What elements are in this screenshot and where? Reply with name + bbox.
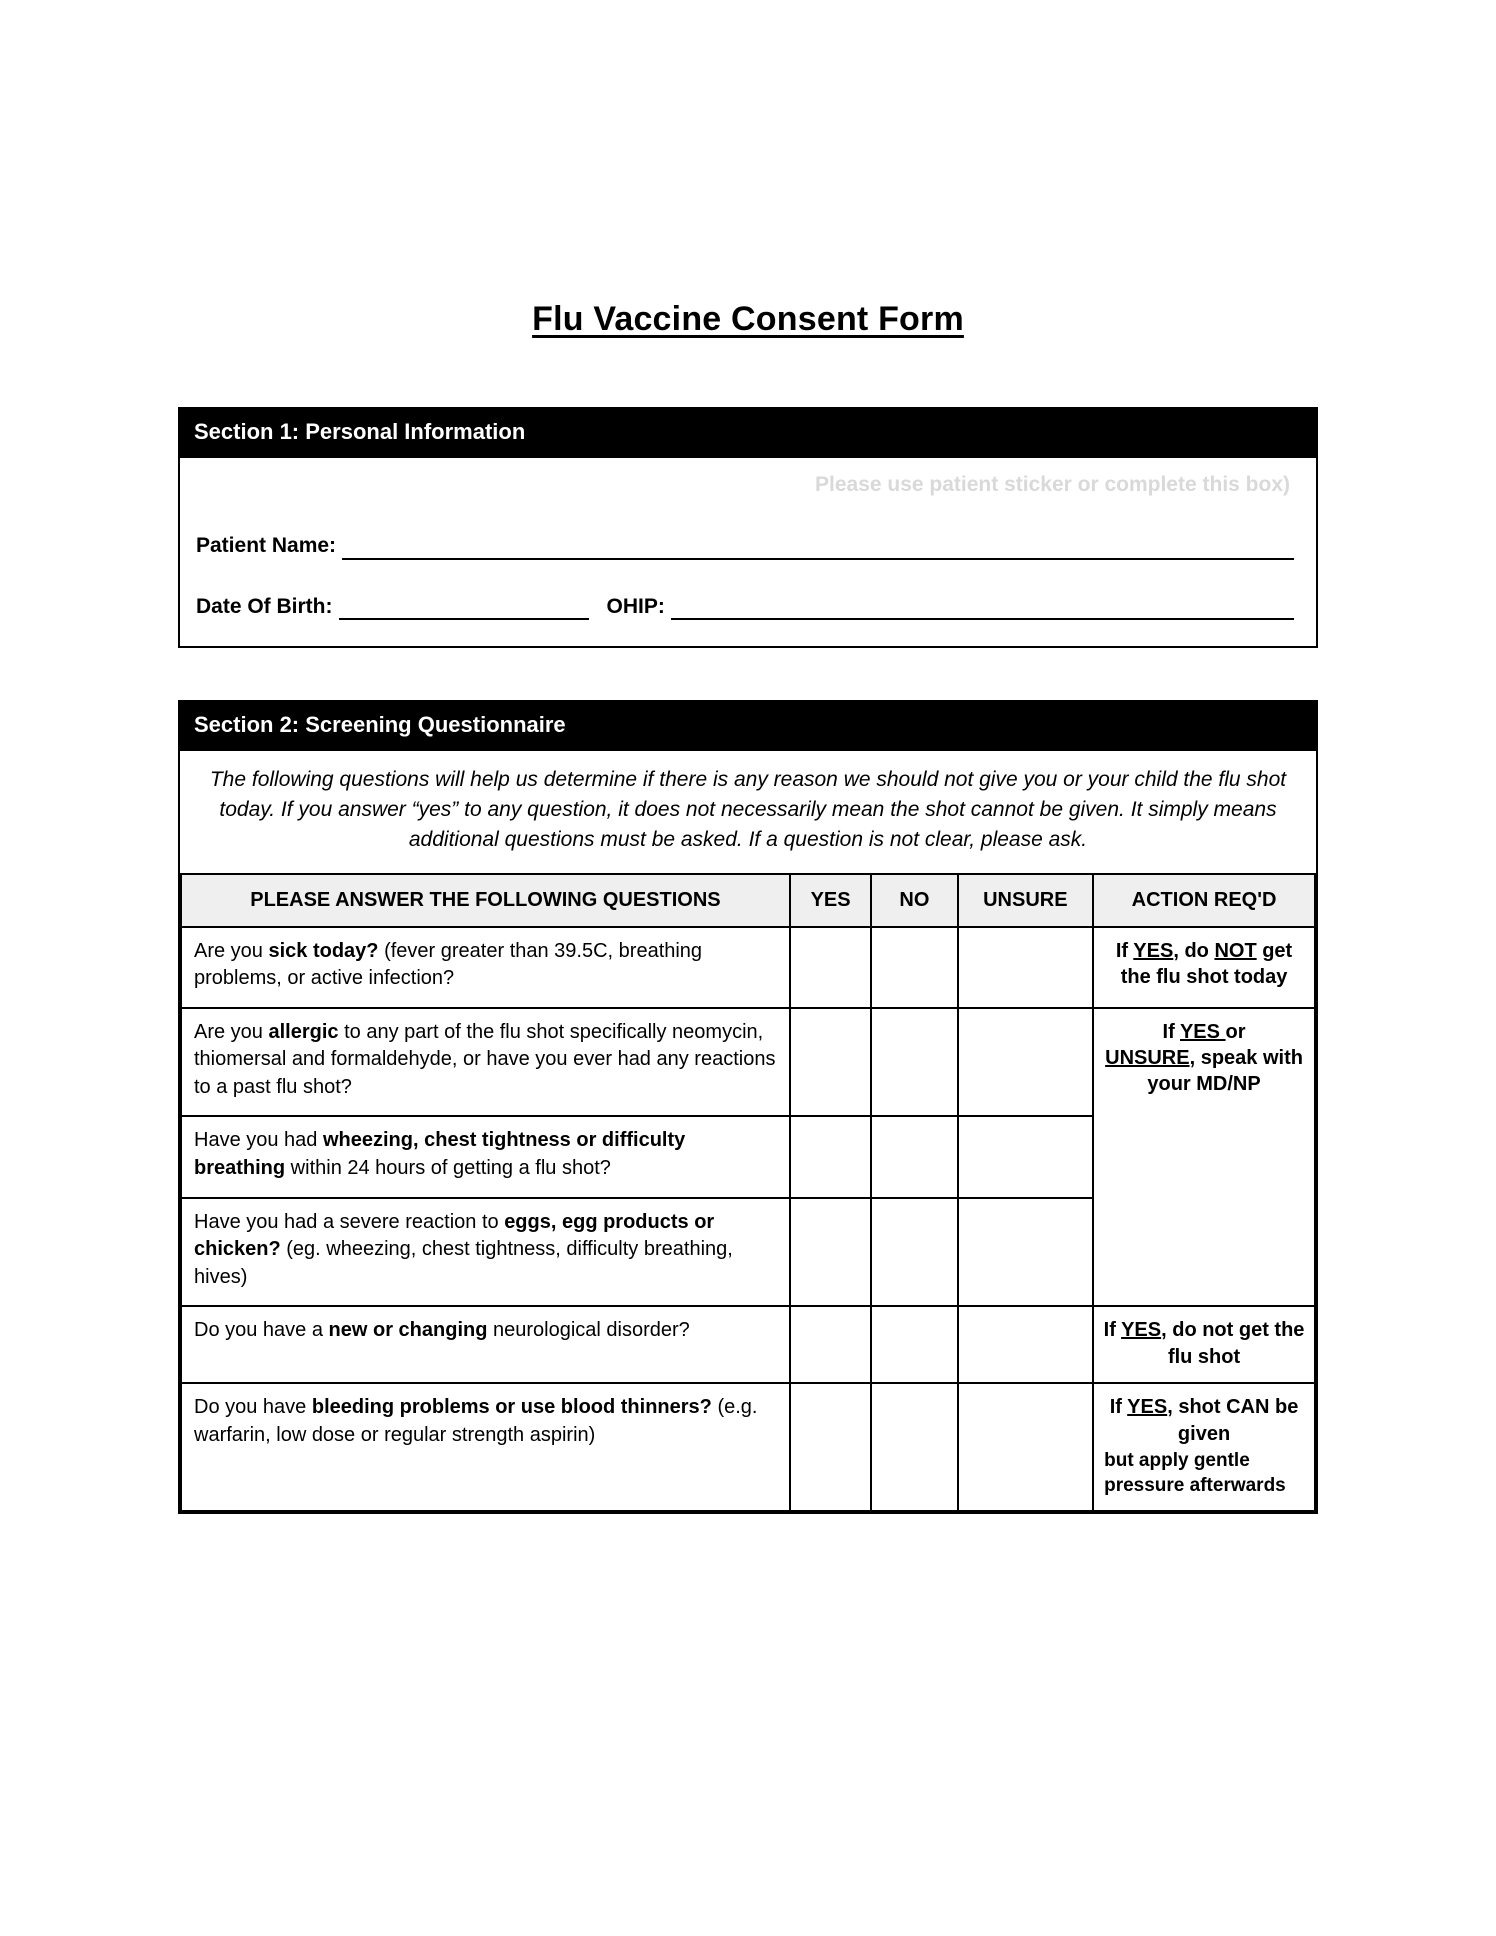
question-text-suffix: (e.g. warfarin, low dose or regular strength aspirin) (194, 1396, 758, 1446)
action-text-b: or (1225, 1020, 1246, 1043)
section-2-header: Section 2: Screening Questionnaire (178, 700, 1318, 751)
question-text-bold: bleeding problems or use blood thinners? (311, 1396, 712, 1419)
section-2-screening-questionnaire (178, 700, 1318, 1515)
question-cell-neurological (181, 1306, 790, 1383)
action-text-a: If (1109, 1396, 1128, 1419)
action-text-line2: get the flu shot (1167, 1319, 1305, 1368)
answer-yes-allergic[interactable] (790, 1008, 871, 1117)
question-cell-eggs (181, 1198, 790, 1307)
answer-no-sick-today[interactable] (871, 927, 957, 1008)
answer-yes-bleeding[interactable] (790, 1383, 871, 1511)
ohip-input[interactable] (671, 596, 1294, 620)
answer-no-neurological[interactable] (871, 1306, 957, 1383)
question-text-suffix: (eg. wheezing, chest tightness, difficulty breathing, hives) (194, 1238, 733, 1288)
action-text-b: , do (1173, 939, 1215, 962)
answer-no-allergic[interactable] (871, 1008, 957, 1117)
patient-name-input[interactable] (342, 536, 1294, 560)
question-text-bold: wheezing, chest tightness or difficulty breathing (194, 1129, 686, 1180)
page-title (178, 300, 1318, 339)
column-header-unsure: UNSURE (958, 874, 1094, 927)
action-text-c: , (1189, 1047, 1196, 1070)
table-row (181, 1008, 1315, 1117)
ohip-label: OHIP: (606, 594, 665, 618)
action-text-not: NOT (1214, 939, 1257, 962)
answer-no-eggs[interactable] (871, 1198, 957, 1307)
action-text-b: , shot (1167, 1396, 1221, 1419)
question-text-prefix: Do you have (194, 1396, 312, 1419)
action-cell-sick-today (1093, 927, 1315, 1008)
patient-sticker-note: Please use patient sticker or complete this box) (815, 473, 1290, 497)
section-2-content (178, 751, 1318, 1514)
question-cell-bleeding (181, 1383, 790, 1511)
question-text-prefix: Are you (194, 939, 269, 962)
section-1-header: Section 1: Personal Information (178, 407, 1318, 458)
dob-ohip-field-row (196, 594, 1294, 620)
action-cell-speak-with-md (1093, 1008, 1315, 1307)
action-text-line2: get the flu shot today (1120, 939, 1293, 988)
table-row (181, 1306, 1315, 1383)
column-header-action: ACTION REQ'D (1093, 874, 1315, 927)
answer-yes-sick-today[interactable] (790, 927, 871, 1008)
answer-unsure-sick-today[interactable] (958, 927, 1094, 1008)
action-text-yes: YES (1127, 1396, 1168, 1419)
answer-yes-wheezing[interactable] (790, 1116, 871, 1197)
question-text-bold: new or changing (328, 1319, 488, 1342)
question-text-bold: eggs, egg products or chicken? (194, 1210, 715, 1261)
question-cell-wheezing (181, 1116, 790, 1197)
section-1-personal-information (178, 407, 1318, 648)
section-1-content (178, 458, 1318, 648)
question-text-bold: sick today? (268, 939, 379, 962)
answer-no-bleeding[interactable] (871, 1383, 957, 1511)
answer-unsure-neurological[interactable] (958, 1306, 1094, 1383)
screening-intro-text: The following questions will help us determine if there is any reason we should not give you or your child the flu shot today. If you answer “yes” to any question, it does not necessarily mean the shot cannot be given. It simply means additional questions must be asked. If a question is not clear, please ask. (209, 768, 1287, 851)
question-text-suffix: within 24 hours of getting a flu shot? (285, 1157, 611, 1180)
patient-name-label: Patient Name: (196, 534, 337, 558)
patient-name-field-row (196, 533, 1294, 559)
question-text-prefix: Have you had (194, 1129, 323, 1152)
question-text-suffix: (fever greater than 39.5C, breathing problems, or active infection? (194, 939, 703, 990)
question-text-prefix: Do you have a (194, 1319, 329, 1342)
question-text-suffix: neurological disorder? (487, 1319, 690, 1342)
question-text-bold: allergic (268, 1020, 339, 1043)
action-text-line2: CAN be given (1177, 1396, 1299, 1445)
action-text-line2: speak with your MD/NP (1147, 1047, 1303, 1096)
action-text-a: If (1162, 1020, 1180, 1043)
action-text-yes: YES (1133, 939, 1174, 962)
action-cell-bleeding (1093, 1383, 1315, 1511)
action-cell-neurological (1093, 1306, 1315, 1383)
answer-unsure-wheezing[interactable] (958, 1116, 1094, 1197)
question-cell-sick-today (181, 927, 790, 1008)
answer-unsure-bleeding[interactable] (958, 1383, 1094, 1511)
action-text-a: If (1115, 939, 1134, 962)
answer-yes-neurological[interactable] (790, 1306, 871, 1383)
page-title-text: Flu Vaccine Consent Form (532, 300, 964, 338)
column-header-yes: YES (790, 874, 871, 927)
answer-unsure-eggs[interactable] (958, 1198, 1094, 1307)
date-of-birth-input[interactable] (339, 596, 589, 620)
column-header-questions: PLEASE ANSWER THE FOLLOWING QUESTIONS (181, 874, 790, 927)
screening-questions-table (180, 873, 1316, 1513)
question-text-prefix: Are you (194, 1020, 269, 1043)
action-text-b: , do not (1161, 1319, 1234, 1342)
answer-no-wheezing[interactable] (871, 1116, 957, 1197)
form-body (178, 300, 1318, 1566)
table-header-row (181, 874, 1315, 927)
action-text-line3: but apply gentle pressure afterwards (1104, 1450, 1286, 1496)
question-cell-allergic (181, 1008, 790, 1117)
table-row (181, 1383, 1315, 1511)
column-header-no: NO (871, 874, 957, 927)
answer-unsure-allergic[interactable] (958, 1008, 1094, 1117)
action-text-yes: YES (1179, 1020, 1226, 1043)
table-row (181, 927, 1315, 1008)
action-text-a: If (1103, 1319, 1122, 1342)
action-text-unsure: UNSURE (1105, 1047, 1190, 1070)
date-of-birth-label: Date Of Birth: (196, 594, 333, 618)
question-text-suffix: to any part of the flu shot specifically neomycin, thiomersal and formaldehyde, or have you ever had any reactions to a past flu shot? (194, 1020, 776, 1098)
action-text-yes: YES (1121, 1319, 1162, 1342)
question-text-prefix: Have you had a severe reaction to (194, 1210, 505, 1233)
answer-yes-eggs[interactable] (790, 1198, 871, 1307)
